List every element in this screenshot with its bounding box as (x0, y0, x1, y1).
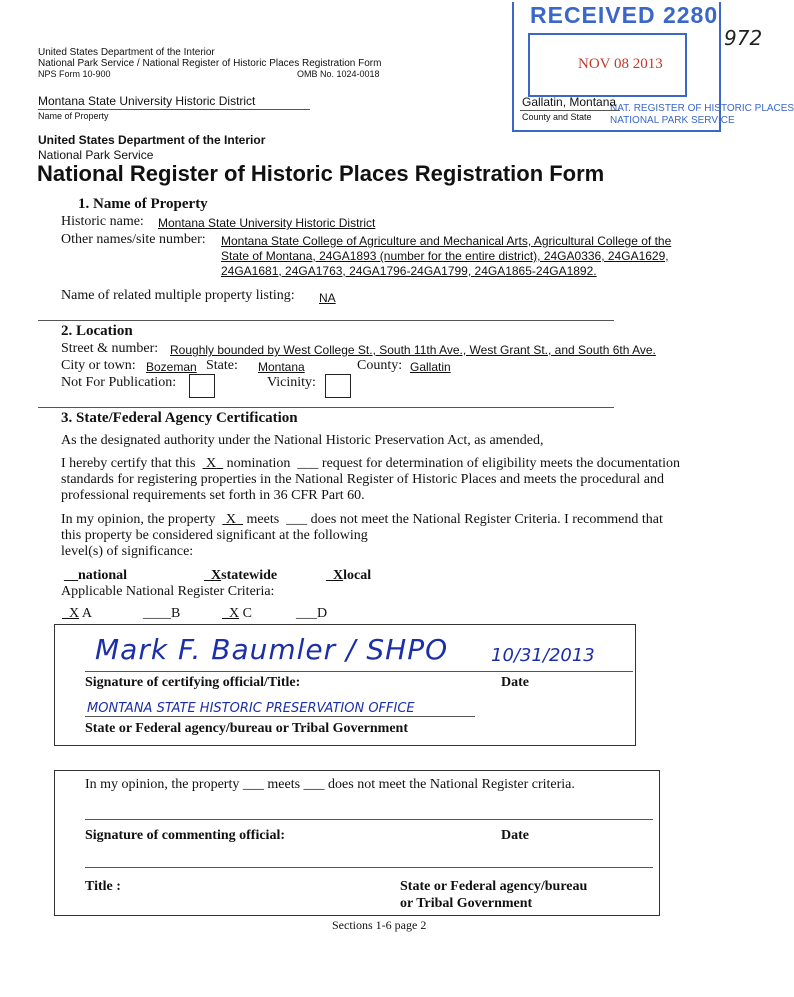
opinion-text-a: In my opinion, the property (61, 512, 216, 527)
omb-number: OMB No. 1024-0018 (297, 69, 380, 79)
not-for-publication-checkbox[interactable] (189, 374, 215, 398)
related-listing-label: Name of related multiple property listing: (61, 288, 295, 303)
commenting-agency-label-2: or Tribal Government (400, 896, 533, 911)
other-names-label: Other names/site number: (61, 232, 206, 247)
dept-name: United States Department of the Interior (38, 133, 266, 147)
property-name-rule (38, 109, 310, 110)
comment-opinion: In my opinion, the property ___ meets ___ does not meet the National Register criteria. (85, 777, 575, 792)
county-state-label: County and State (522, 112, 592, 122)
criterion-B: ____B (143, 606, 181, 621)
opinion-line-2: this property be considered significant at the following (61, 528, 368, 543)
property-name: Montana State University Historic District (38, 94, 256, 108)
service-name: National Park Service (38, 148, 154, 162)
meets-mark: X (225, 512, 236, 527)
stamp-title: RECEIVED 2280 (530, 2, 719, 28)
signature-rule (85, 671, 633, 672)
section1-heading: 1. Name of Property (78, 196, 208, 212)
opinion-line-3: level(s) of significance: (61, 544, 194, 559)
commenting-signature-label: Signature of commenting official: (85, 828, 285, 843)
city-value: Bozeman (146, 360, 197, 374)
city-label: City or town: (61, 358, 136, 373)
opinion-text-b: meets (246, 512, 280, 527)
page-footer: Sections 1-6 page 2 (332, 918, 427, 932)
street-value: Roughly bounded by West College St., South 11th Ave., West Grant St., and South 6th Ave. (170, 343, 656, 357)
opinion-line-1 (61, 512, 663, 528)
stamp-date: NOV 08 2013 (578, 56, 663, 72)
county-state-rule (520, 110, 620, 111)
agency-line-2: National Park Service / National Register of Historic Places Registration Form (38, 58, 382, 69)
historic-name-label: Historic name: (61, 214, 144, 229)
section3-heading: 3. State/Federal Agency Certification (61, 410, 298, 426)
form-number: NPS Form 10-900 (38, 69, 111, 79)
significance-national: __national (64, 568, 128, 583)
section2-divider (38, 407, 614, 408)
agency-handwritten: MONTANA STATE HISTORIC PRESERVATION OFFICE (87, 701, 415, 716)
vicinity-label: Vicinity: (267, 375, 316, 390)
cert-line-3: professional requirements set forth in 36 CFR Part 60. (61, 488, 365, 503)
opinion-text-c: does not meet the National Register Criteria. I recommend that (310, 512, 663, 527)
historic-name-value: Montana State University Historic District (158, 216, 376, 230)
cert-line-2: standards for registering properties in the National Register of Historic Places and meets the procedural and (61, 472, 664, 487)
cert-text-c: request for determination of eligibility meets the documentation (321, 456, 680, 471)
criterion-A: _X A (62, 606, 92, 621)
request-blank: ___ (297, 456, 319, 471)
comment-rule-1 (85, 819, 653, 820)
authority-statement: As the designated authority under the National Historic Preservation Act, as amended, (61, 433, 544, 448)
section1-divider (38, 320, 614, 321)
county-state: Gallatin, Montana (522, 95, 617, 109)
cert-line-1 (61, 456, 680, 472)
date-label: Date (501, 675, 529, 690)
vicinity-checkbox[interactable] (325, 374, 351, 398)
stamp-line-a: NAT. REGISTER OF HISTORIC PLACES (610, 103, 794, 114)
certifying-official-box (54, 624, 636, 746)
related-listing-value: NA (319, 291, 336, 305)
county-value: Gallatin (410, 360, 451, 374)
stamp-line-b: NATIONAL PARK SERVICE (610, 115, 735, 126)
not-meet-blank: ___ (286, 512, 308, 527)
cert-text-b: nomination (226, 456, 291, 471)
section2-heading: 2. Location (61, 323, 133, 339)
criteria-label: Applicable National Register Criteria: (61, 584, 275, 599)
nomination-mark: X (206, 456, 217, 471)
county-label: County: (357, 358, 403, 373)
signature-handwritten: Mark F. Baumler / SHPO (95, 633, 449, 666)
property-name-label: Name of Property (38, 111, 109, 121)
criterion-C: _X C (222, 606, 252, 621)
significance-statewide: _Xstatewide (204, 568, 278, 583)
commenting-agency-label-1: State or Federal agency/bureau (400, 879, 588, 894)
commenting-official-box (54, 770, 660, 916)
handwritten-reference-number: 972 (724, 26, 763, 50)
state-label: State: (206, 358, 238, 373)
agency-label: State or Federal agency/bureau or Tribal Government (85, 721, 409, 736)
commenting-title-label: Title : (85, 879, 121, 894)
state-value: Montana (258, 360, 305, 374)
criterion-D: ___D (296, 606, 328, 621)
cert-text-a: I hereby certify that this (61, 456, 196, 471)
other-names-line-1: Montana State College of Agriculture and Mechanical Arts, Agricultural College of the (221, 234, 672, 248)
comment-rule-2 (85, 867, 653, 868)
not-for-publication-label: Not For Publication: (61, 375, 177, 390)
agency-line-1: United States Department of the Interior (38, 47, 215, 58)
commenting-date-label: Date (501, 828, 529, 843)
other-names-line-2: State of Montana, 24GA1893 (number for the entire district), 24GA0336, 24GA1629, (221, 249, 669, 263)
agency-rule (85, 716, 475, 717)
signature-label: Signature of certifying official/Title: (85, 675, 301, 690)
significance-local: _Xlocal (326, 568, 372, 583)
other-names-line-3: 24GA1681, 24GA1763, 24GA1796-24GA1799, 24GA1865-24GA1892. (221, 264, 597, 278)
date-handwritten: 10/31/2013 (491, 645, 595, 666)
form-title: National Register of Historic Places Registration Form (37, 161, 605, 186)
street-label: Street & number: (61, 341, 159, 356)
